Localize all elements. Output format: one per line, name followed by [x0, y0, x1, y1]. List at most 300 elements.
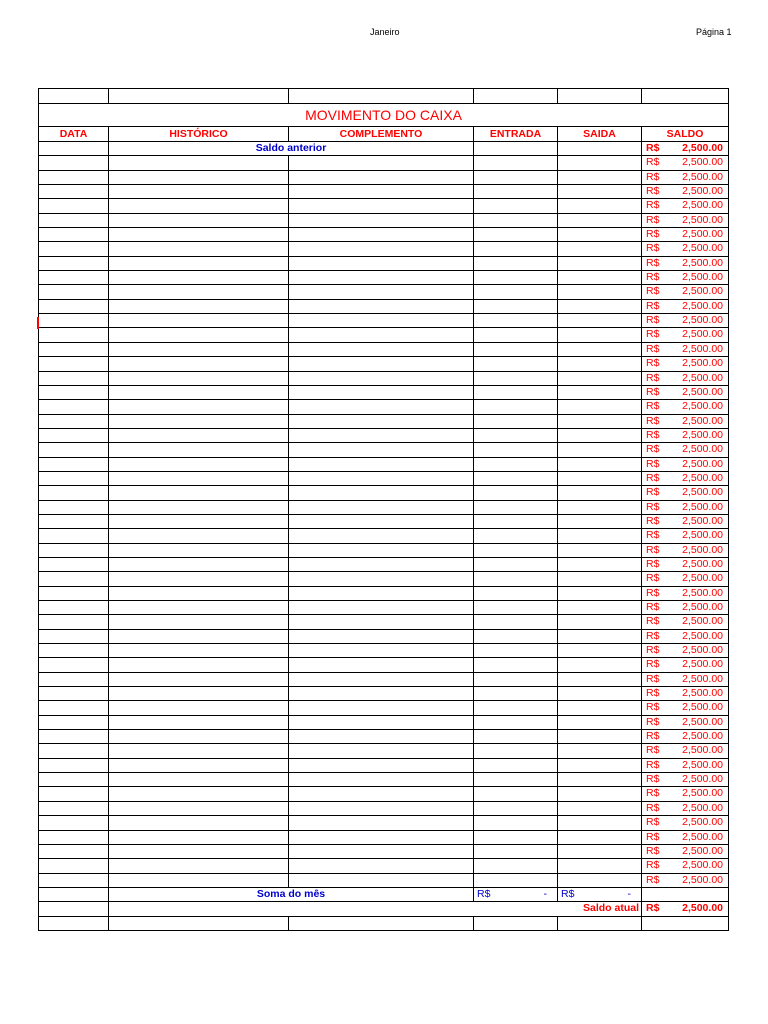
cell[interactable] [39, 429, 109, 442]
cell[interactable] [39, 156, 109, 169]
cell[interactable] [558, 787, 642, 800]
cell[interactable] [39, 185, 109, 198]
balance-cell [642, 787, 728, 800]
cell[interactable] [289, 357, 474, 370]
ledger-row [39, 787, 728, 801]
cell[interactable] [474, 515, 558, 528]
balance-amount: 2,500.00 [682, 644, 723, 657]
ledger-row [39, 458, 728, 472]
cell[interactable] [39, 831, 109, 844]
cell[interactable] [474, 572, 558, 585]
cell[interactable] [474, 271, 558, 284]
balance-cell [642, 687, 728, 700]
balance-amount: 2,500.00 [682, 471, 723, 484]
cell[interactable] [109, 587, 289, 600]
cell[interactable] [558, 343, 642, 356]
cell[interactable] [109, 415, 289, 428]
cell[interactable] [289, 816, 474, 829]
cell[interactable] [474, 558, 558, 571]
cell[interactable] [39, 271, 109, 284]
cell[interactable] [558, 429, 642, 442]
cell[interactable] [109, 687, 289, 700]
cell[interactable] [289, 673, 474, 686]
cell[interactable] [474, 386, 558, 399]
cell[interactable] [39, 759, 109, 772]
cell[interactable] [39, 257, 109, 270]
currency-symbol: R$ [646, 156, 660, 169]
cell[interactable] [109, 343, 289, 356]
cell[interactable] [558, 199, 642, 212]
cell[interactable] [474, 171, 558, 184]
cell[interactable] [558, 443, 642, 456]
cell[interactable] [558, 744, 642, 757]
cell[interactable] [558, 285, 642, 298]
cell[interactable] [109, 658, 289, 671]
cell[interactable] [109, 773, 289, 786]
cell[interactable] [289, 544, 474, 557]
cell[interactable] [558, 673, 642, 686]
cell[interactable] [109, 242, 289, 255]
cell[interactable] [289, 529, 474, 542]
cell[interactable] [39, 214, 109, 227]
cell[interactable] [474, 544, 558, 557]
cell[interactable] [558, 185, 642, 198]
cell[interactable] [39, 285, 109, 298]
balance-cell [642, 658, 728, 671]
cell[interactable] [474, 859, 558, 872]
cell[interactable] [558, 357, 642, 370]
cell[interactable] [474, 587, 558, 600]
cell[interactable] [39, 357, 109, 370]
cell[interactable] [474, 199, 558, 212]
cell[interactable] [289, 328, 474, 341]
cell[interactable] [289, 515, 474, 528]
cell[interactable] [109, 185, 289, 198]
cell[interactable] [289, 630, 474, 643]
cell[interactable] [289, 831, 474, 844]
cell[interactable] [474, 644, 558, 657]
cell[interactable] [289, 917, 474, 930]
cell[interactable] [289, 228, 474, 241]
cell[interactable] [109, 529, 289, 542]
cell[interactable] [289, 558, 474, 571]
cell[interactable] [558, 644, 642, 657]
cell[interactable] [558, 142, 642, 155]
currency-symbol: R$ [646, 543, 660, 556]
cell[interactable] [642, 888, 728, 901]
cell[interactable] [474, 343, 558, 356]
cell[interactable] [289, 859, 474, 872]
cell[interactable] [474, 701, 558, 714]
cell[interactable] [474, 89, 558, 103]
cell[interactable] [39, 486, 109, 499]
cell[interactable] [109, 716, 289, 729]
cell[interactable] [474, 472, 558, 485]
cell[interactable] [109, 357, 289, 370]
cell[interactable] [39, 501, 109, 514]
cell[interactable] [39, 888, 109, 901]
cell[interactable] [39, 802, 109, 815]
cell[interactable] [558, 845, 642, 858]
cell[interactable] [558, 615, 642, 628]
cell[interactable] [474, 730, 558, 743]
cell[interactable] [289, 271, 474, 284]
cell[interactable] [289, 343, 474, 356]
cell[interactable] [39, 443, 109, 456]
cell[interactable] [474, 601, 558, 614]
cell[interactable] [109, 314, 289, 327]
balance-cell [642, 199, 728, 212]
cell[interactable] [558, 486, 642, 499]
cell[interactable] [289, 572, 474, 585]
cell[interactable] [289, 658, 474, 671]
cell[interactable] [109, 501, 289, 514]
cell[interactable] [558, 572, 642, 585]
cell[interactable] [558, 701, 642, 714]
cell[interactable] [289, 429, 474, 442]
cell[interactable] [558, 716, 642, 729]
cell[interactable] [289, 744, 474, 757]
balance-cell [642, 615, 728, 628]
cell[interactable] [109, 544, 289, 557]
cell[interactable] [109, 271, 289, 284]
cell[interactable] [39, 515, 109, 528]
cell[interactable] [558, 544, 642, 557]
cell[interactable] [109, 572, 289, 585]
cell[interactable] [289, 845, 474, 858]
cell[interactable] [39, 314, 109, 327]
cell[interactable] [109, 845, 289, 858]
cell[interactable] [109, 874, 289, 887]
cell[interactable] [39, 558, 109, 571]
cell[interactable] [289, 458, 474, 471]
cell[interactable] [39, 630, 109, 643]
balance-cell [642, 328, 728, 341]
cell[interactable] [289, 601, 474, 614]
cell[interactable] [39, 529, 109, 542]
cell[interactable] [109, 673, 289, 686]
cell[interactable] [109, 644, 289, 657]
cell[interactable] [474, 802, 558, 815]
cell[interactable] [39, 744, 109, 757]
cell[interactable] [289, 759, 474, 772]
cell[interactable] [109, 816, 289, 829]
cell[interactable] [289, 372, 474, 385]
cell[interactable] [558, 300, 642, 313]
cell[interactable] [39, 242, 109, 255]
cell[interactable] [558, 472, 642, 485]
cell[interactable] [289, 314, 474, 327]
cell[interactable] [39, 472, 109, 485]
cell[interactable] [474, 458, 558, 471]
balance-cell [642, 214, 728, 227]
cell[interactable] [558, 558, 642, 571]
ledger-row [39, 472, 728, 486]
cell[interactable] [109, 300, 289, 313]
cell[interactable] [474, 415, 558, 428]
cell[interactable] [39, 687, 109, 700]
cell[interactable] [474, 443, 558, 456]
cell[interactable] [39, 716, 109, 729]
cell[interactable] [558, 529, 642, 542]
cell[interactable] [474, 917, 558, 930]
cell[interactable] [39, 701, 109, 714]
cell[interactable] [39, 773, 109, 786]
cell[interactable] [474, 314, 558, 327]
balance-amount: 2,500.00 [682, 844, 723, 857]
cell[interactable] [558, 687, 642, 700]
cell[interactable] [109, 257, 289, 270]
cell[interactable] [558, 156, 642, 169]
cell[interactable] [558, 773, 642, 786]
cell[interactable] [109, 89, 289, 103]
cell[interactable] [109, 601, 289, 614]
cell[interactable] [474, 787, 558, 800]
cell[interactable] [109, 558, 289, 571]
cell[interactable] [558, 587, 642, 600]
cell[interactable] [39, 845, 109, 858]
cell[interactable] [109, 744, 289, 757]
cell[interactable] [474, 630, 558, 643]
currency-symbol: R$ [646, 471, 660, 484]
cell[interactable] [39, 572, 109, 585]
cell[interactable] [39, 300, 109, 313]
cell[interactable] [39, 328, 109, 341]
cell[interactable] [289, 89, 474, 103]
cell[interactable] [109, 171, 289, 184]
currency-symbol: R$ [646, 213, 660, 226]
cell[interactable] [289, 156, 474, 169]
cell[interactable] [109, 429, 289, 442]
cell[interactable] [109, 859, 289, 872]
cell[interactable] [474, 285, 558, 298]
cell[interactable] [558, 630, 642, 643]
cell[interactable] [474, 773, 558, 786]
cell[interactable] [39, 372, 109, 385]
cell[interactable] [39, 673, 109, 686]
cell[interactable] [109, 515, 289, 528]
cell[interactable] [39, 386, 109, 399]
cell[interactable] [474, 874, 558, 887]
cell[interactable] [474, 400, 558, 413]
cell[interactable] [558, 228, 642, 241]
cell[interactable] [289, 701, 474, 714]
cell[interactable] [109, 730, 289, 743]
cell[interactable] [474, 214, 558, 227]
cell[interactable] [558, 271, 642, 284]
cell[interactable] [474, 185, 558, 198]
cell[interactable] [474, 429, 558, 442]
opening-label: Saldo anterior [109, 142, 474, 155]
cell[interactable] [289, 443, 474, 456]
cell[interactable] [109, 472, 289, 485]
cell[interactable] [109, 199, 289, 212]
cell[interactable] [289, 802, 474, 815]
cell[interactable] [642, 89, 728, 103]
cell[interactable] [39, 615, 109, 628]
cell[interactable] [39, 400, 109, 413]
cell[interactable] [474, 716, 558, 729]
cell[interactable] [109, 372, 289, 385]
currency-symbol: R$ [646, 486, 660, 499]
cell[interactable] [474, 816, 558, 829]
currency-symbol: R$ [646, 744, 660, 757]
cell[interactable] [289, 787, 474, 800]
cell[interactable] [558, 89, 642, 103]
cell[interactable] [474, 357, 558, 370]
cell[interactable] [474, 142, 558, 155]
cell[interactable] [474, 615, 558, 628]
cell[interactable] [39, 171, 109, 184]
cell[interactable] [289, 773, 474, 786]
cell[interactable] [289, 644, 474, 657]
cell[interactable] [558, 242, 642, 255]
cell[interactable] [289, 185, 474, 198]
cell[interactable] [109, 156, 289, 169]
cell[interactable] [289, 486, 474, 499]
cell[interactable] [474, 831, 558, 844]
cell[interactable] [474, 300, 558, 313]
cell[interactable] [289, 199, 474, 212]
cell[interactable] [109, 228, 289, 241]
cell[interactable] [558, 214, 642, 227]
cell[interactable] [39, 587, 109, 600]
cell[interactable] [109, 386, 289, 399]
cell[interactable] [474, 156, 558, 169]
cell[interactable] [39, 816, 109, 829]
cell[interactable] [474, 242, 558, 255]
cell[interactable] [289, 587, 474, 600]
cell[interactable] [289, 214, 474, 227]
cell[interactable] [109, 917, 289, 930]
cell[interactable] [109, 214, 289, 227]
cell[interactable] [474, 529, 558, 542]
col-header-complemento: COMPLEMENTO [289, 127, 474, 141]
cell[interactable] [642, 917, 728, 930]
cell[interactable] [109, 443, 289, 456]
cell[interactable] [109, 701, 289, 714]
cell[interactable] [558, 658, 642, 671]
cell[interactable] [289, 501, 474, 514]
cell[interactable] [289, 716, 474, 729]
cell[interactable] [474, 328, 558, 341]
cell[interactable] [474, 687, 558, 700]
cell[interactable] [39, 874, 109, 887]
cell[interactable] [39, 343, 109, 356]
cell[interactable] [289, 257, 474, 270]
cell[interactable] [109, 831, 289, 844]
ledger-row [39, 730, 728, 744]
cell[interactable] [39, 859, 109, 872]
cell[interactable] [558, 458, 642, 471]
cell[interactable] [558, 917, 642, 930]
cell[interactable] [39, 142, 109, 155]
cell[interactable] [558, 415, 642, 428]
cell[interactable] [39, 199, 109, 212]
cell[interactable] [109, 486, 289, 499]
balance-amount: 2,500.00 [682, 357, 723, 370]
cell[interactable] [109, 630, 289, 643]
cell[interactable] [474, 744, 558, 757]
cell[interactable] [39, 458, 109, 471]
cell[interactable] [474, 658, 558, 671]
cell[interactable] [558, 328, 642, 341]
cell[interactable] [289, 687, 474, 700]
cell[interactable] [558, 816, 642, 829]
cell[interactable] [39, 89, 109, 103]
cell[interactable] [558, 400, 642, 413]
cell[interactable] [109, 285, 289, 298]
cell[interactable] [289, 285, 474, 298]
cell[interactable] [39, 730, 109, 743]
cell[interactable] [39, 917, 109, 930]
cell[interactable] [558, 759, 642, 772]
cell[interactable] [109, 787, 289, 800]
cell[interactable] [39, 415, 109, 428]
cell[interactable] [474, 228, 558, 241]
cell[interactable] [474, 372, 558, 385]
cell[interactable] [558, 257, 642, 270]
cell[interactable] [39, 787, 109, 800]
cell[interactable] [474, 673, 558, 686]
cell[interactable] [39, 902, 109, 915]
cell[interactable] [289, 386, 474, 399]
cell[interactable] [39, 601, 109, 614]
cell[interactable] [474, 501, 558, 514]
cell[interactable] [289, 415, 474, 428]
cell[interactable] [289, 242, 474, 255]
cell[interactable] [39, 658, 109, 671]
cell[interactable] [558, 386, 642, 399]
cell[interactable] [289, 874, 474, 887]
cell[interactable] [558, 730, 642, 743]
cell[interactable] [558, 314, 642, 327]
cell[interactable] [289, 615, 474, 628]
cell[interactable] [558, 831, 642, 844]
cell[interactable] [474, 486, 558, 499]
cell[interactable] [109, 400, 289, 413]
cell[interactable] [558, 874, 642, 887]
cell[interactable] [39, 644, 109, 657]
ledger-row [39, 658, 728, 672]
cell[interactable] [109, 802, 289, 815]
cell[interactable] [109, 615, 289, 628]
currency-symbol: R$ [646, 773, 660, 786]
cell[interactable] [558, 515, 642, 528]
cell[interactable] [474, 759, 558, 772]
balance-cell [642, 831, 728, 844]
cell[interactable] [558, 859, 642, 872]
cell[interactable] [109, 328, 289, 341]
cell[interactable] [558, 501, 642, 514]
cell[interactable] [109, 759, 289, 772]
cell[interactable] [289, 730, 474, 743]
cell[interactable] [558, 171, 642, 184]
balance-amount: 2,500.00 [682, 228, 723, 241]
cell[interactable] [558, 372, 642, 385]
cell[interactable] [474, 257, 558, 270]
cell[interactable] [558, 802, 642, 815]
cell[interactable] [289, 171, 474, 184]
cell[interactable] [39, 228, 109, 241]
cell[interactable] [289, 300, 474, 313]
cell[interactable] [289, 400, 474, 413]
cell[interactable] [474, 845, 558, 858]
cell[interactable] [558, 601, 642, 614]
cell[interactable] [109, 458, 289, 471]
cell[interactable] [289, 472, 474, 485]
cell[interactable] [39, 544, 109, 557]
